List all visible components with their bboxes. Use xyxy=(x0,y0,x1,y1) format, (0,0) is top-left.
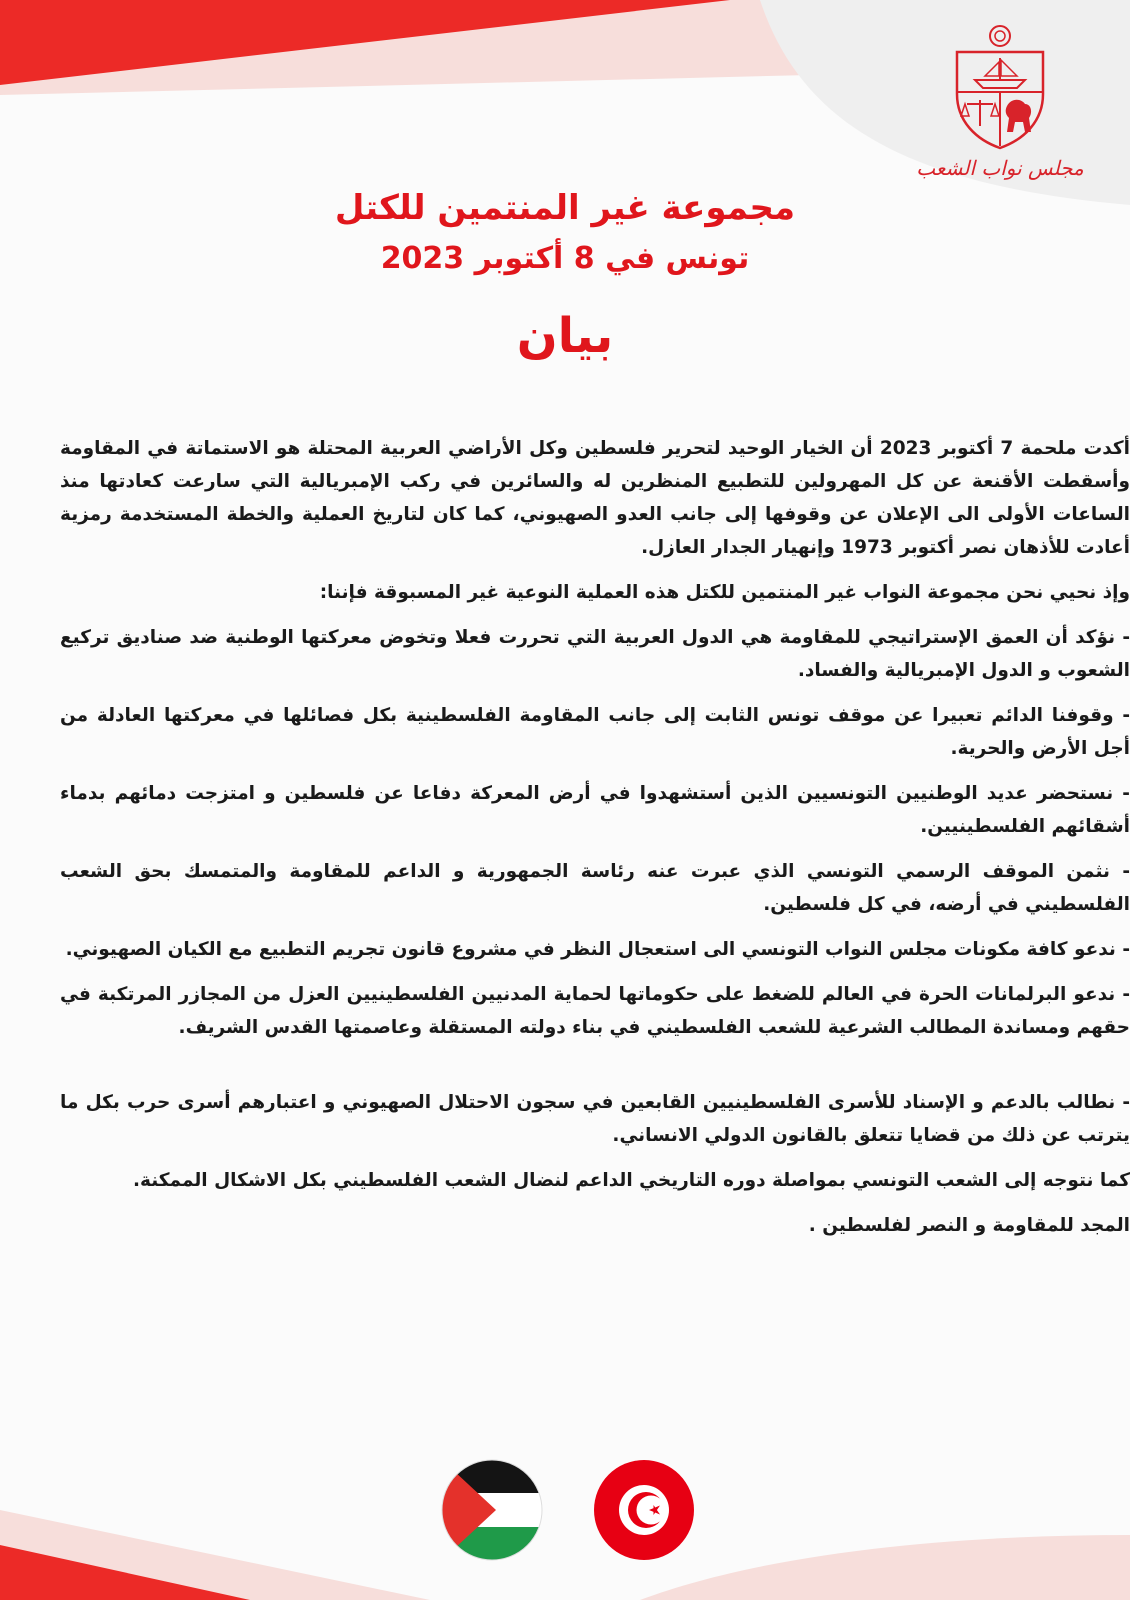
group-title: مجموعة غير المنتمين للكتل xyxy=(334,188,796,228)
list-item: - نستحضر عديد الوطنيين التونسيين الذين أستشهدوا في أرض المعركة دفاعا عن فلسطين و امتزجت دمائهم بدماء أشقائهم الفلسطينيين. xyxy=(60,783,1130,837)
paragraph-intro: أكدت ملحمة 7 أكتوبر 2023 أن الخيار الوحيد لتحرير فلسطين وكل الأراضي العربية المحتلة هو الاستماتة في المقاومة وأسقطت الأقنعة عن كل المهرولين للتطبيع المنظرين له والسائرين في ركب الإمبريالية التي سارعت كعادتها منذ الساعات الأولى الى الإعلان عن وقوفها إلى جانب العدو الصهيوني، كما كان لتاريخ العملية والخطة المستخدمة رمزية أعادت للأذهان نصر أكتوبر 1973 وإنهيار الجدار العازل. xyxy=(60,438,1130,558)
list-item: - نثمن الموقف الرسمي التونسي الذي عبرت عنه رئاسة الجمهورية و الداعم للمقاومة والمتمسك بحق الشعب الفلسطيني في أرضه، في كل فلسطين. xyxy=(60,861,1130,915)
list-item: - وقوفنا الدائم تعبيرا عن موقف تونس الثابت إلى جانب المقاومة الفلسطينية بكل فصائلها في معركتها العادلة من أجل الأرض والحرية. xyxy=(60,705,1130,759)
paragraph-salute: وإذ نحيي نحن مجموعة النواب غير المنتمين للكتل هذه العملية النوعية غير المسبوقة فإننا: xyxy=(319,582,1130,603)
palestine-flag-icon xyxy=(440,1458,544,1562)
paragraph-appeal: كما نتوجه إلى الشعب التونسي بمواصلة دوره التاريخي الداعم لنضال الشعب الفلسطيني بكل الاشكال الممكنة. xyxy=(132,1170,1130,1191)
list-item: - ندعو البرلمانات الحرة في العالم للضغط على حكوماتها لحماية المدنيين الفلسطينيين العزل من المجازر المرتكبة في حقهم ومساندة المطالب الشرعية للشعب الفلسطيني في بناء دولته المستقلة وعاصمتها القدس الشريف. xyxy=(60,984,1130,1038)
list-item: - نطالب بالدعم و الإسناد للأسرى الفلسطينيين القابعين في سجون الاحتلال الصهيوني و اعتبارهم أسرى حرب بكل ما يترتب عن ذلك من قضايا تتعلق بالقانون الدولي الانساني. xyxy=(60,1092,1130,1146)
list-item: - نؤكد أن العمق الإستراتيجي للمقاومة هي الدول العربية التي تحررت فعلا وتخوض معركتها الوطنية ضد صناديق تركيع الشعوب و الدول الإمبريالية والفساد. xyxy=(60,627,1130,681)
tunisia-flag-icon xyxy=(592,1458,696,1562)
tunisia-coat-of-arms-icon xyxy=(945,22,1055,152)
parliament-name: مجلس نواب الشعب xyxy=(916,156,1084,180)
list-item: - ندعو كافة مكونات مجلس النواب التونسي الى استعجال النظر في مشروع قانون تجريم التطبيع مع الكيان الصهيوني. xyxy=(65,939,1130,960)
paragraph-closing: المجد للمقاومة و النصر لفلسطين . xyxy=(808,1215,1130,1236)
document-header xyxy=(0,182,1130,366)
statement-body xyxy=(60,432,1130,1254)
statement-heading: بيان xyxy=(516,308,614,364)
date-line: تونس في 8 أكتوبر 2023 xyxy=(380,241,750,276)
parliament-emblem xyxy=(910,22,1090,192)
